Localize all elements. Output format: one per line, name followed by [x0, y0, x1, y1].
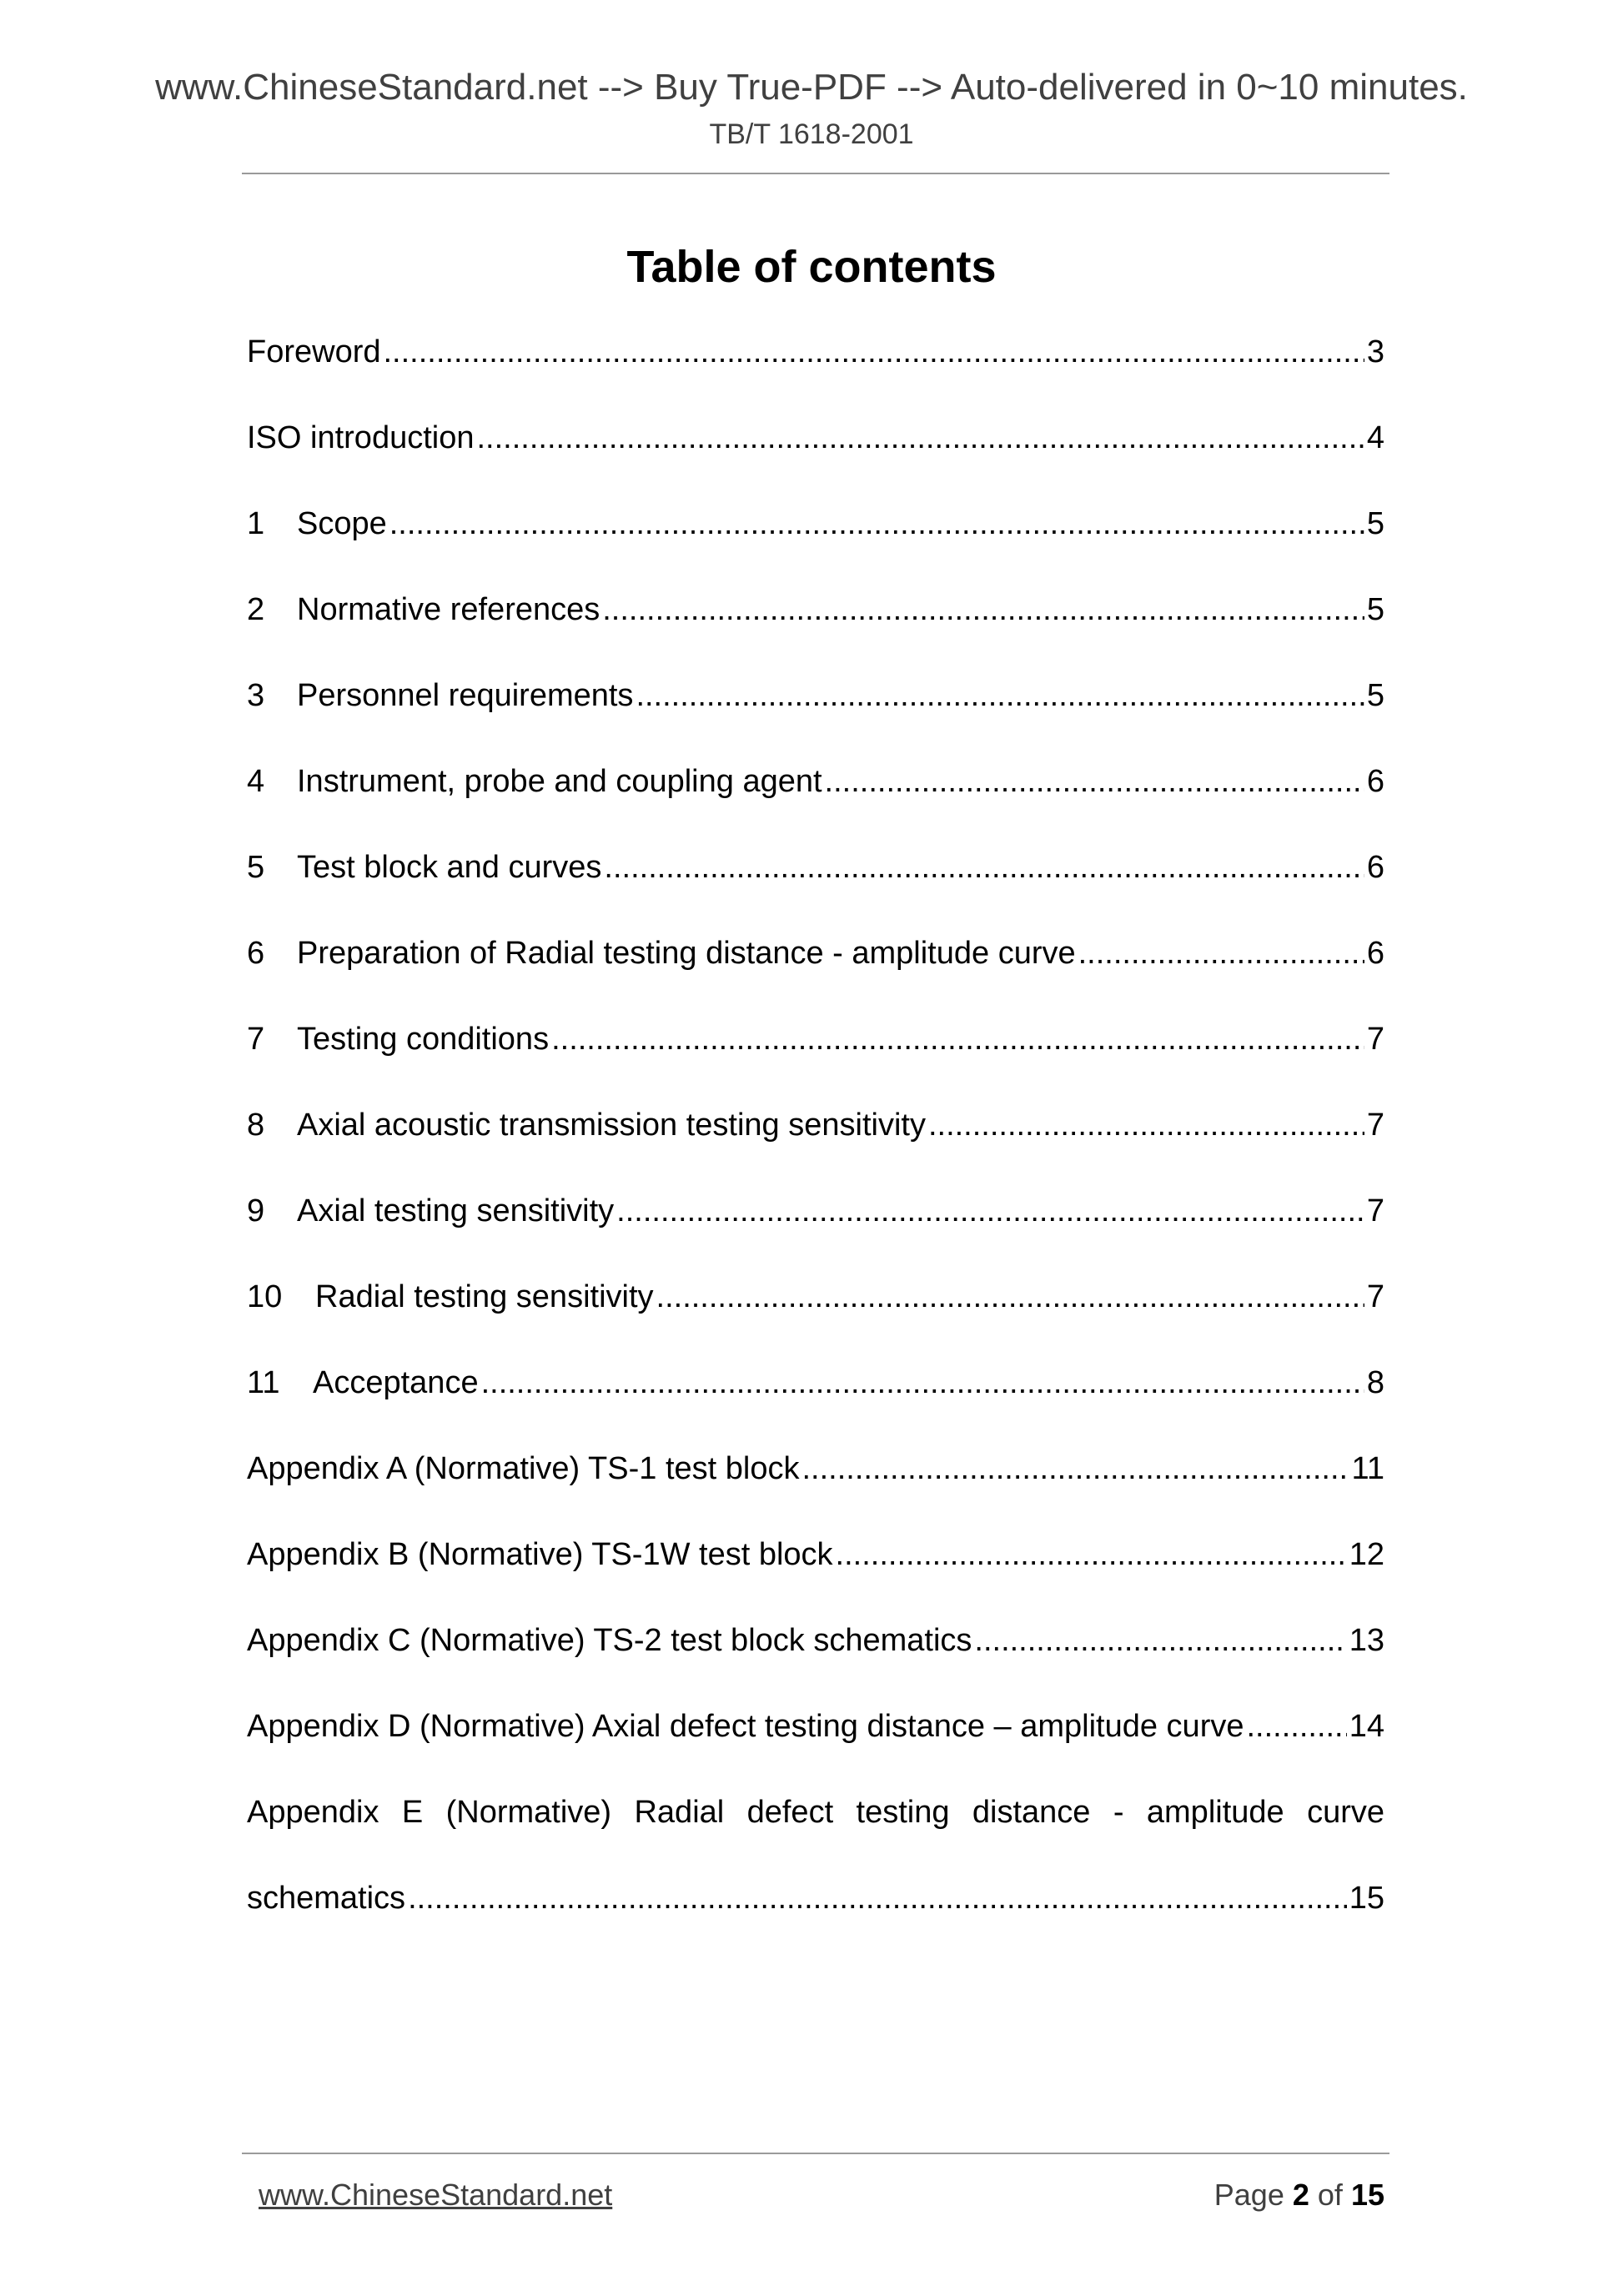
toc-entry-label: Radial testing sensitivity — [315, 1279, 654, 1314]
toc-entry-axial-sensitivity[interactable] — [247, 1186, 1384, 1272]
toc-dot-leader — [1246, 1701, 1346, 1751]
toc-entry-page: 5 — [1366, 592, 1384, 627]
toc-entry-iso-introduction[interactable] — [247, 413, 1384, 499]
page-title: Table of contents — [626, 242, 997, 292]
toc-entry-label-continued: schematics — [247, 1881, 406, 1916]
footer-divider — [242, 2153, 1389, 2154]
toc-entry-number: 6 — [247, 936, 265, 971]
toc-entry-testing-conditions[interactable] — [247, 1014, 1384, 1100]
toc-entry-page: 3 — [1366, 334, 1384, 369]
toc-dot-leader — [476, 413, 1364, 463]
toc-entry-page: 6 — [1366, 850, 1384, 885]
toc-entry-label: Appendix A (Normative) TS-1 test block — [247, 1451, 800, 1486]
toc-entry-personnel-requirements[interactable] — [247, 671, 1384, 756]
header-standard-number: TB/T 1618-2001 — [709, 118, 914, 150]
toc-entry-label: Appendix E (Normative) Radial defect testing distance - amplitude curve — [247, 1795, 1384, 1830]
toc-entry-number: 9 — [247, 1193, 265, 1228]
toc-entry-label: Scope — [297, 506, 387, 541]
toc-entry-number: 11 — [247, 1365, 280, 1400]
toc-entry-number: 5 — [247, 850, 265, 885]
toc-entry-appendix-c[interactable] — [247, 1615, 1384, 1701]
toc-entry-label: Testing conditions — [297, 1022, 550, 1057]
toc-dot-leader — [616, 1186, 1364, 1236]
toc-entry-radial-curve[interactable] — [247, 928, 1384, 1014]
toc-dot-leader — [825, 756, 1364, 806]
table-of-contents — [247, 327, 1384, 1959]
page-number-of: of — [1317, 2178, 1343, 2212]
toc-entry-page: 7 — [1366, 1022, 1384, 1057]
toc-entry-radial-sensitivity[interactable] — [247, 1272, 1384, 1358]
toc-entry-label: Acceptance — [313, 1365, 479, 1400]
toc-entry-page: 14 — [1349, 1709, 1384, 1744]
toc-dot-leader — [656, 1272, 1364, 1322]
toc-entry-test-block[interactable] — [247, 842, 1384, 928]
toc-entry-continuation — [247, 1873, 1384, 1959]
toc-dot-leader — [384, 327, 1364, 377]
toc-dot-leader — [551, 1014, 1364, 1064]
toc-entry-scope[interactable] — [247, 499, 1384, 585]
toc-entry-page: 13 — [1349, 1623, 1384, 1658]
toc-entry-page: 12 — [1349, 1537, 1384, 1572]
toc-entry-normative-references[interactable] — [247, 585, 1384, 671]
toc-dot-leader — [928, 1100, 1364, 1150]
toc-entry-axial-acoustic[interactable] — [247, 1100, 1384, 1186]
toc-dot-leader — [389, 499, 1364, 549]
toc-entry-label: Normative references — [297, 592, 600, 627]
toc-entry-instrument[interactable] — [247, 756, 1384, 842]
toc-entry-page: 7 — [1366, 1193, 1384, 1228]
toc-entry-appendix-e[interactable] — [247, 1787, 1384, 1959]
toc-entry-page: 11 — [1351, 1451, 1384, 1486]
toc-entry-number: 4 — [247, 764, 265, 799]
footer-site-link[interactable]: www.ChineseStandard.net — [259, 2178, 613, 2212]
toc-entry-label: Appendix C (Normative) TS-2 test block schematics — [247, 1623, 972, 1658]
header-site-banner: www.ChineseStandard.net --> Buy True-PDF --> Auto-delivered in 0~10 minutes. — [155, 67, 1468, 108]
toc-entry-label: Test block and curves — [297, 850, 602, 885]
header-divider — [242, 173, 1389, 174]
toc-entry-page: 15 — [1349, 1881, 1384, 1916]
toc-entry-foreword[interactable] — [247, 327, 1384, 413]
toc-dot-leader — [836, 1530, 1347, 1580]
toc-dot-leader — [1078, 928, 1364, 978]
toc-entry-label: Preparation of Radial testing distance - amplitude curve — [297, 936, 1076, 971]
toc-entry-page: 7 — [1366, 1279, 1384, 1314]
toc-entry-number: 2 — [247, 592, 265, 627]
page-number-total: 15 — [1350, 2178, 1384, 2212]
page-header — [0, 63, 1623, 154]
toc-entry-label: Axial testing sensitivity — [297, 1193, 615, 1228]
toc-entry-label: Appendix B (Normative) TS-1W test block — [247, 1537, 833, 1572]
toc-dot-leader — [636, 671, 1364, 721]
page-number-prefix: Page — [1213, 2178, 1284, 2212]
toc-entry-label: Instrument, probe and coupling agent — [297, 764, 822, 799]
toc-entry-number: 3 — [247, 678, 265, 713]
toc-entry-label: Axial acoustic transmission testing sensitivity — [297, 1108, 926, 1143]
toc-dot-leader — [602, 585, 1364, 635]
toc-entry-label: Foreword — [247, 334, 381, 369]
toc-entry-page: 6 — [1366, 936, 1384, 971]
toc-entry-acceptance[interactable] — [247, 1358, 1384, 1444]
toc-entry-page: 4 — [1366, 420, 1384, 455]
toc-entry-number: 7 — [247, 1022, 265, 1057]
toc-entry-label: Personnel requirements — [297, 678, 634, 713]
page-number — [1214, 2175, 1384, 2215]
toc-entry-label: ISO introduction — [247, 420, 475, 455]
toc-entry-label: Appendix D (Normative) Axial defect testing distance – amplitude curve — [247, 1709, 1244, 1744]
toc-entry-appendix-a[interactable] — [247, 1444, 1384, 1530]
toc-dot-leader — [408, 1873, 1347, 1923]
toc-dot-leader — [481, 1358, 1364, 1408]
toc-entry-number: 8 — [247, 1108, 265, 1143]
toc-entry-number: 10 — [247, 1279, 283, 1314]
toc-entry-page: 5 — [1366, 506, 1384, 541]
toc-entry-appendix-d[interactable] — [247, 1701, 1384, 1787]
toc-entry-page: 7 — [1366, 1108, 1384, 1143]
toc-dot-leader — [604, 842, 1364, 892]
page-number-current: 2 — [1292, 2178, 1309, 2212]
toc-entry-page: 6 — [1366, 764, 1384, 799]
toc-entry-number: 1 — [247, 506, 265, 541]
toc-dot-leader — [801, 1444, 1349, 1494]
toc-dot-leader — [974, 1615, 1346, 1665]
toc-entry-page: 8 — [1366, 1365, 1384, 1400]
toc-entry-page: 5 — [1366, 678, 1384, 713]
toc-entry-appendix-b[interactable] — [247, 1530, 1384, 1615]
